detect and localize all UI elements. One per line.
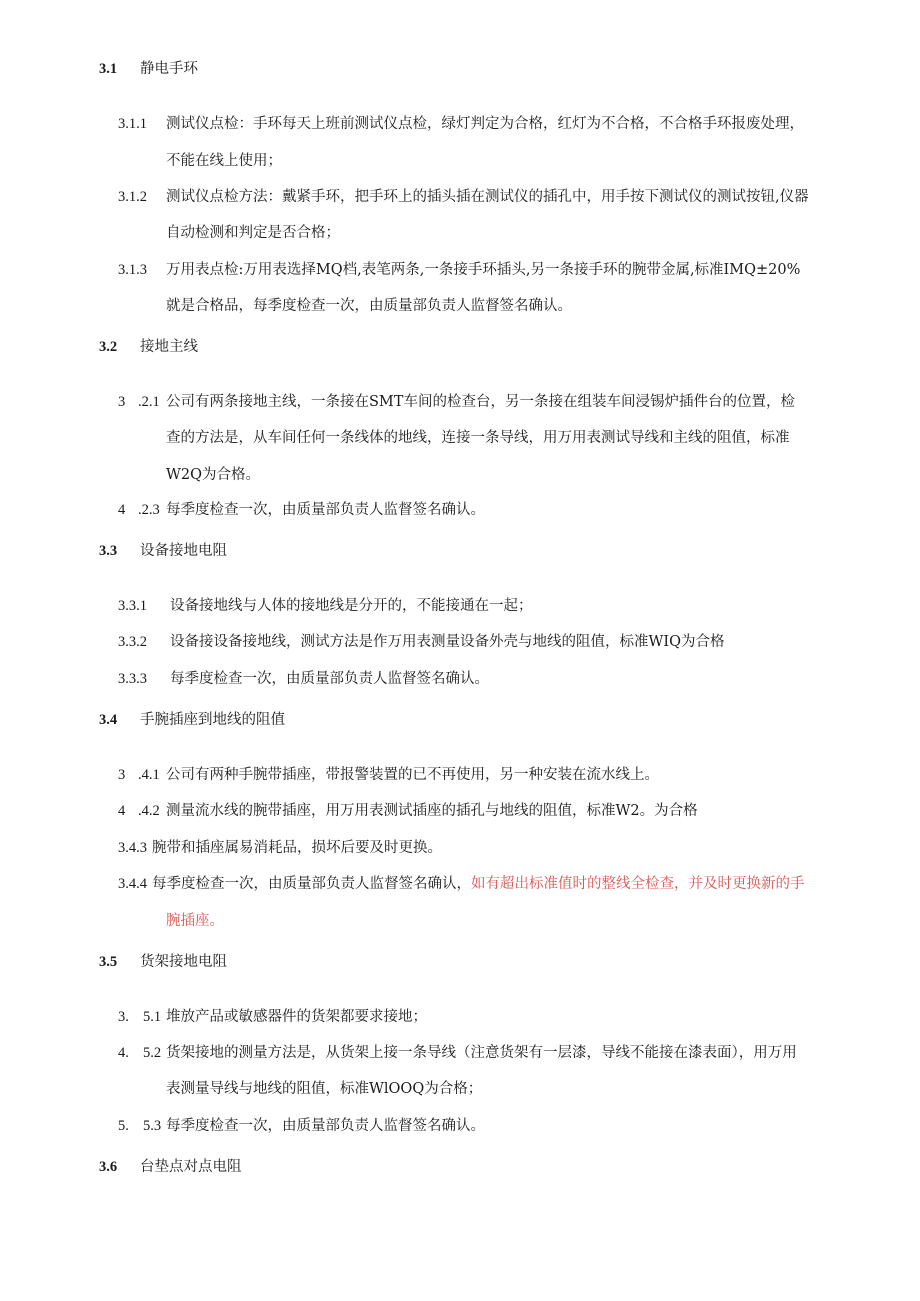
section-3-6-number: 3.6 — [99, 1159, 118, 1175]
item-3-4-4-line1-black: 每季度检查一次，由质量部负责人监督签名确认， — [152, 876, 471, 892]
item-3-5-2-number: 5.2 — [143, 1045, 162, 1061]
section-3-6-title: 台垫点对点电阻 — [140, 1159, 242, 1175]
item-3-4-1-line1: 公司有两种手腕带插座，带报警装置的已不再使用，另一种安装在流水线上。 — [166, 767, 659, 783]
item-3-4-4-line2-red: 腕插座。 — [166, 913, 224, 929]
section-3-4-number: 3.4 — [99, 712, 118, 728]
item-3-3-2-number: 3.3.2 — [118, 634, 147, 650]
section-3-3-title: 设备接地电阻 — [140, 543, 227, 559]
item-3-4-4-number: 3.4.4 — [118, 876, 147, 892]
item-3-3-1-number: 3.3.1 — [118, 598, 147, 614]
section-3-5-number: 3.5 — [99, 954, 118, 970]
item-3-5-1-prefix: 3. — [118, 1009, 129, 1025]
item-3-1-1-line1: 测试仪点检：手环每天上班前测试仪点检，绿灯判定为合格，红灯为不合格，不合格手环报废处理， — [166, 116, 804, 132]
item-3-5-2-prefix: 4. — [118, 1045, 129, 1061]
section-3-3-number: 3.3 — [99, 543, 118, 559]
item-3-5-1-number: 5.1 — [143, 1009, 162, 1025]
item-3-2-1-line1: 公司有两条接地主线，一条接在SMT车间的检查台，另一条接在组装车间浸锡炉插件台的位置，检 — [166, 394, 795, 410]
item-3-3-3-line1: 每季度检查一次，由质量部负责人监督签名确认。 — [170, 671, 489, 687]
item-3-5-3-prefix: 5. — [118, 1118, 129, 1134]
section-3-5-title: 货架接地电阻 — [140, 954, 227, 970]
item-3-5-2-line1: 货架接地的测量方法是，从货架上接一条导线（注意货架有一层漆，导线不能接在漆表面），用万用 — [166, 1045, 797, 1061]
item-3-4-4-line1-red: 如有超出标准值时的整线全检查，并及时更换新的手 — [471, 876, 805, 892]
item-3-1-3-line2: 就是合格品，每季度检查一次，由质量部负责人监督签名确认。 — [166, 298, 572, 314]
item-3-5-3-line1: 每季度检查一次，由质量部负责人监督签名确认。 — [166, 1118, 485, 1134]
item-3-3-2-line1: 设备接设备接地线，测试方法是作万用表测量设备外壳与地线的阻值，标准WIQ为合格 — [170, 634, 725, 650]
item-3-1-1-number: 3.1.1 — [118, 116, 147, 132]
item-3-2-1-prefix: 3 — [118, 394, 126, 410]
item-3-3-3-number: 3.3.3 — [118, 671, 147, 687]
item-3-4-2-prefix: 4 — [118, 803, 126, 819]
item-3-5-3-number: 5.3 — [143, 1118, 162, 1134]
item-3-4-1-number: .4.1 — [138, 767, 160, 783]
item-3-4-2-line1: 测量流水线的腕带插座，用万用表测试插座的插孔与地线的阻值，标准W2。为合格 — [166, 803, 698, 819]
item-3-2-1-line2: 查的方法是，从车间任何一条线体的地线，连接一条导线，用万用表测试导线和主线的阻值，标准 — [166, 430, 790, 446]
item-3-1-2-number: 3.1.2 — [118, 189, 147, 205]
item-3-5-1-line1: 堆放产品或敏感器件的货架都要求接地； — [166, 1009, 427, 1025]
item-3-4-1-prefix: 3 — [118, 767, 126, 783]
item-3-1-1-line2: 不能在线上使用； — [166, 153, 282, 169]
item-3-3-1-line1: 设备接地线与人体的接地线是分开的，不能接通在一起； — [170, 598, 533, 614]
item-3-4-4-line1 — [152, 874, 805, 894]
item-3-1-2-line2: 自动检测和判定是否合格； — [166, 225, 340, 241]
item-3-5-2-line2: 表测量导线与地线的阻值，标准WlOOQ为合格； — [166, 1081, 483, 1097]
item-3-1-2-line1: 测试仪点检方法：戴紧手环，把手环上的插头插在测试仪的插孔中，用手按下测试仪的测试按钮,仪器 — [166, 189, 809, 205]
item-3-2-1-number: .2.1 — [138, 394, 160, 410]
section-3-1-number: 3.1 — [99, 61, 118, 77]
item-3-2-3-line1: 每季度检查一次，由质量部负责人监督签名确认。 — [166, 502, 485, 518]
item-3-1-3-number: 3.1.3 — [118, 262, 147, 278]
item-3-2-3-prefix: 4 — [118, 502, 126, 518]
item-3-1-3-line1: 万用表点检:万用表选择MQ档,表笔两条,一条接手环插头,另一条接手环的腕带金属,标准IMQ±20% — [166, 262, 801, 278]
section-3-2-title: 接地主线 — [140, 339, 198, 355]
item-3-4-2-number: .4.2 — [138, 803, 160, 819]
item-3-4-3-number: 3.4.3 — [118, 840, 147, 856]
item-3-4-3-line1: 腕带和插座属易消耗品，损坏后要及时更换。 — [152, 840, 442, 856]
section-3-4-title: 手腕插座到地线的阻值 — [140, 712, 285, 728]
item-3-2-1-line3: W2Q为合格。 — [166, 467, 261, 483]
section-3-2-number: 3.2 — [99, 339, 118, 355]
section-3-1-title: 静电手环 — [140, 61, 198, 77]
item-3-2-3-number: .2.3 — [138, 502, 160, 518]
